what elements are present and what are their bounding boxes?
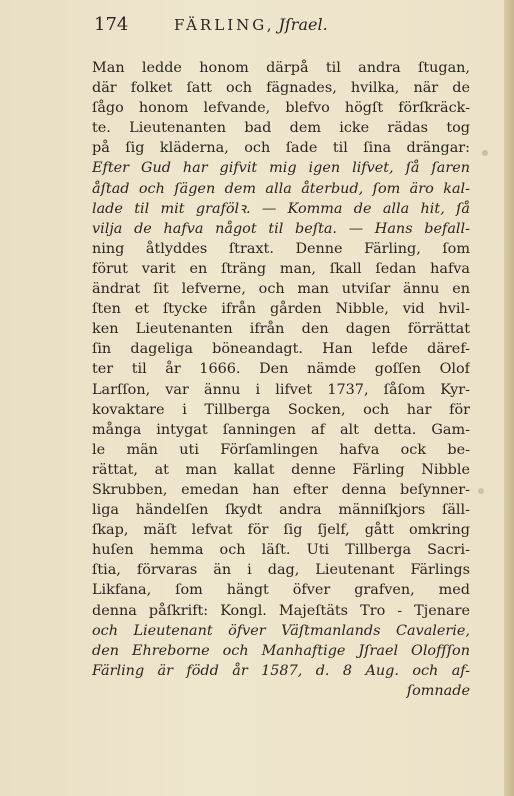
text-line: lade til mit grafölꝛ. — Komma de alla hit, ſå <box>92 200 470 217</box>
page-blemish <box>478 488 484 494</box>
text-line: ken Lieutenanten ifrån den dagen förrättat <box>92 321 470 338</box>
text-line: Efter Gud har gifvit mig igen lifvet, ſå ſaren <box>92 160 470 177</box>
text-line: på ſig kläderna, och ſade til ſina drängar: <box>92 140 470 157</box>
text-line: åſtad och ſägen dem alla återbud, ſom äro kal- <box>92 180 470 197</box>
text-line: Likfana, ſom hängt öfver grafven, med <box>92 582 470 599</box>
body-text <box>92 58 470 701</box>
text-line: ning åtlyddes ſtraxt. Denne Färling, ſom <box>92 240 470 257</box>
text-line: denna påſkrift: Kongl. Majeſtäts Tro - Tjenare <box>92 602 470 619</box>
page-header <box>94 14 484 44</box>
text-line: Larſſon, var ännu i lifvet 1737, ſåſom Kyr- <box>92 381 470 398</box>
text-line: te. Lieutenanten bad dem icke rädas tog <box>92 120 470 137</box>
text-line: liga händelſen ſkydt andra männiſkjors ſäll- <box>92 502 470 519</box>
running-head-name: Jſrael. <box>278 15 328 34</box>
text-line: Skrubben, emedan han efter denna beſynner- <box>92 481 470 498</box>
text-line: många intygat ſanningen af alt detta. Gam- <box>92 421 470 438</box>
text-line: huſen hemma och läſt. Uti Tillberga Sacri- <box>92 542 470 559</box>
text-line: ſomnade <box>406 682 470 699</box>
text-line: ſin dageliga böneandagt. Han lefde däref- <box>92 341 470 358</box>
text-line: ſågo honom lefvande, blefvo högſt förſkräck- <box>92 100 470 117</box>
text-line: ſtia, förvaras än i dag, Lieutenant Färlings <box>92 562 470 579</box>
text-line: Färling är född år 1587, d. 8 Aug. och af- <box>92 662 470 679</box>
text-line: kovaktare i Tillberga Socken, och har för <box>92 401 470 418</box>
text-line: ſten et ſtycke ifrån gården Nibble, vid hvil- <box>92 301 470 318</box>
text-line: förut varit en ſträng man, ſkall ſedan hafva <box>92 260 470 277</box>
text-line: ter til år 1666. Den nämde goſſen Olof <box>92 361 470 378</box>
text-line: Man ledde honom därpå til andra ſtugan, <box>92 60 470 76</box>
text-line: där folket ſatt och fägnades, hvilka, när de <box>92 80 470 97</box>
text-line: vilja de hafva något til beſta. — Hans befall- <box>92 220 470 237</box>
text-line: och Lieutenant öfver Väſtmanlands Cavalerie, <box>92 622 470 639</box>
text-line: den Ehreborne och Manhaftige Jſrael Olofſſon <box>92 642 470 659</box>
page-blemish <box>482 150 488 156</box>
page-edge <box>504 0 514 796</box>
running-head: FÄRLING, <box>174 16 275 34</box>
text-line: rättat, at man kallat denne Färling Nibble <box>92 461 470 478</box>
page-number: 174 <box>94 14 129 35</box>
text-line: ſkap, mäſt lefvat för ſig ſjelf, gått omkring <box>92 522 470 539</box>
text-line: le män uti Förſamlingen hafva ock be- <box>92 441 470 458</box>
text-line: ändrat ſit lefverne, och man utviſar ännu en <box>92 281 470 298</box>
